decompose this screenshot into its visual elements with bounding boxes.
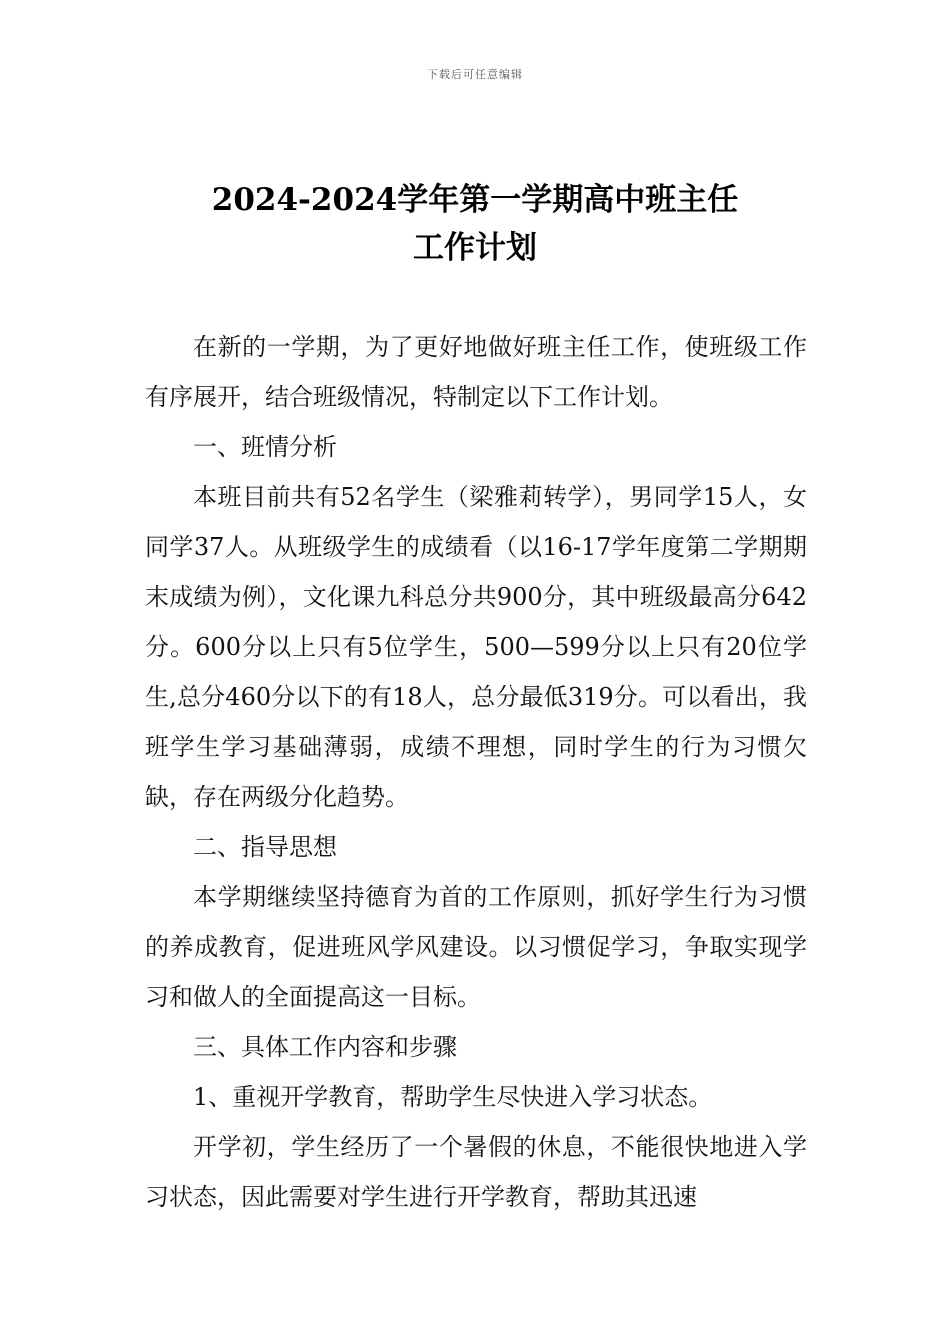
section-heading-work-content: 三、具体工作内容和步骤	[193, 1033, 457, 1061]
document-title	[0, 176, 950, 272]
section-heading-class-analysis: 一、班情分析	[193, 433, 337, 461]
class-analysis-paragraph: 本班目前共有52名学生（梁雅莉转学），男同学15人，女同学37人。从班级学生的成绩看（以16-17学年度第二学期期末成绩为例），文化课九科总分共900分，其中班级最高分642分。600分以上只有5位学生，500—599分以上只有20位学生,总分460分以下的有18人，总分最低319分。可以看出，我班学生学习基础薄弱，成绩不理想，同时学生的行为习惯欠缺，存在两级分化趋势。	[145, 483, 807, 811]
document-body	[145, 322, 807, 1222]
section-heading-guiding-ideology: 二、指导思想	[193, 833, 337, 861]
guiding-ideology-paragraph: 本学期继续坚持德育为首的工作原则，抓好学生行为习惯的养成教育，促进班风学风建设。以习惯促学习，争取实现学习和做人的全面提高这一目标。	[145, 883, 807, 1011]
intro-paragraph: 在新的一学期，为了更好地做好班主任工作，使班级工作有序展开，结合班级情况，特制定以下工作计划。	[145, 333, 807, 411]
start-of-term-paragraph: 开学初，学生经历了一个暑假的休息，不能很快地进入学习状态，因此需要对学生进行开学教育，帮助其迅速	[145, 1133, 807, 1211]
title-line-2: 工作计划	[413, 230, 537, 266]
header-note: 下载后可任意编辑	[427, 68, 523, 81]
subheading-start-of-term: 1、重视开学教育，帮助学生尽快进入学习状态。	[193, 1083, 713, 1111]
title-line-1: 2024-2024学年第一学期高中班主任	[211, 182, 739, 218]
